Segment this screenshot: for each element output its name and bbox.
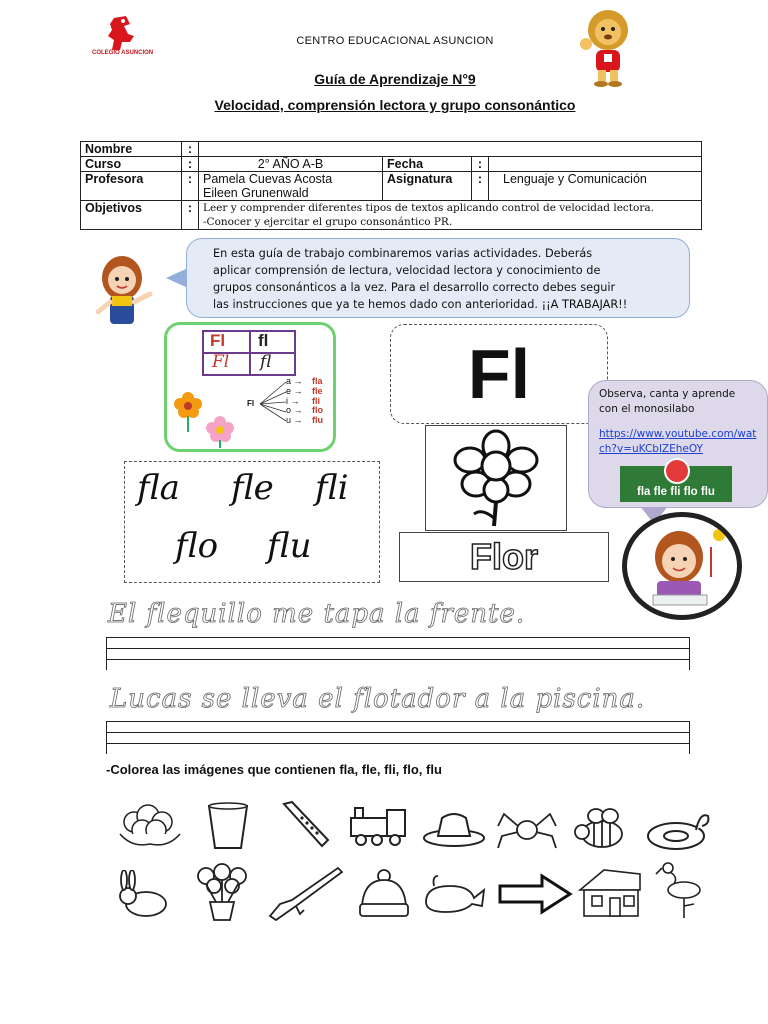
girl-reading-icon [627,517,737,615]
writing-lines-1[interactable] [106,637,690,671]
big-fl-text: Fl [467,335,531,413]
fl-branch-lines [258,378,288,424]
card-syllable-fli: fli [312,395,320,406]
intro-speech-bubble: En esta guía de trabajo combinaremos varias actividades. Deberás aplicar comprensión de lectura, velocidad lectora y conocimiento de grupos consonánticos a la vez. Para el desarrollo correcto debes seguir las instrucciones que ya te hemos dado con anterioridad. ¡¡A TRABAJAR!! [186,238,690,318]
syllable-fli: fli [315,468,349,508]
curso-label: Curso [81,157,182,172]
nombre-field[interactable] [199,142,702,157]
coloring-instruction: -Colorea las imágenes que contienen fla, fle, fli, flo, flu [106,762,442,777]
fecha-field[interactable] [489,157,702,172]
guide-title: Guía de Aprendizaje N°9 [314,71,476,87]
flor-word: Flor [470,536,538,577]
asignatura-value: Lenguaje y Comunicación [489,172,702,201]
glass-picture[interactable] [203,802,253,852]
fl-vowel-list [286,377,303,426]
print-upper-fl: Fl [210,331,226,350]
fl-root-label: Fl [247,399,255,408]
video-speech-bubble: Observa, canta y aprende con el monosilabo https://www.youtube.com/watch?v=uKCblZEheOY [588,380,768,508]
flower-picture-box [425,425,567,531]
girl-waving-illustration [90,254,162,328]
syllable-fla: fla [137,468,180,508]
train-picture[interactable] [347,804,409,848]
vowel-a: a → [286,376,303,386]
video-thumbnail-text: fla fle fli flo flu [637,486,715,498]
vowel-e: e → [286,385,303,396]
arrow-picture[interactable] [496,872,574,916]
profesora-label: Profesora [81,172,182,201]
sentence-2-trace: Lucas se lleva el flotador a la piscina. [110,684,646,714]
syllable-flo: flo [175,526,219,566]
card-syllable-fla: fla [312,376,323,386]
nombre-label: Nombre [81,142,182,157]
flower-icon [426,426,566,530]
guide-subtitle: Velocidad, comprensión lectora y grupo consonántico [214,97,576,113]
objetivos-label: Objetivos [81,201,182,230]
school-logo-text: COLEGIO ASUNCION [92,50,154,56]
flamingo-picture[interactable] [654,860,712,920]
rifle-picture[interactable] [266,866,346,922]
card-syllable-flo: flo [312,405,323,416]
youtube-link[interactable]: https://www.youtube.com/watch?v=uKCblZEheOY [599,428,757,455]
wool-hat-picture[interactable] [356,868,412,920]
float-ring-picture[interactable] [644,806,712,852]
vowel-i: i → [286,395,300,406]
flute-picture[interactable] [280,800,332,850]
flowers-pot-picture[interactable] [186,862,258,922]
card-syllable-fle: fle [312,385,323,396]
student-info-table: Nombre : Curso : 2° AÑO A-B Fecha : Profesora : Pamela Cuevas Acosta Eileen Grunenwald Asignatura : Lenguaje y Comunicación Objetivos : Leer y comprender diferentes tipos de textos aplicando control de velocidad lectora. -Conocer y ejercitar el grupo consonántico PR. [80,141,702,230]
rabbit-picture[interactable] [112,870,174,920]
vowel-o: o → [286,405,303,416]
sentence-1-trace: El flequillo me tapa la frente. [108,599,526,629]
syllable-fle: fle [231,468,274,508]
flan-picture[interactable] [420,806,488,850]
whale-picture[interactable] [420,872,488,918]
girl-reading-circle [622,512,742,620]
cauliflower-picture[interactable] [112,800,190,850]
objetivos-value: Leer y comprender diferentes tipos de textos aplicando control de velocidad lectora. -Conocer y ejercitar el grupo consonántico PR. [199,201,702,230]
print-lower-fl: fl [258,331,269,350]
vowel-u: u → [286,415,303,426]
fl-letter-grid [202,330,296,376]
fecha-label: Fecha [383,157,472,172]
cursive-lower-fl: fl [260,352,272,372]
spider-picture[interactable] [496,806,558,852]
writing-lines-2[interactable] [106,721,690,755]
syllable-flu: flu [267,526,312,566]
small-flower-icon [168,388,240,448]
profesora-value: Pamela Cuevas Acosta Eileen Grunenwald [199,172,383,201]
school-name: CENTRO EDUCACIONAL ASUNCION [296,35,494,47]
curso-value: 2° AÑO A-B [199,157,383,172]
cursive-syllables-box [124,461,380,583]
intro-bubble-tail [166,268,188,288]
card-syllable-flu: flu [312,415,323,426]
video-character-icon [664,458,690,484]
cursive-upper-fl: Fl [212,352,230,372]
fl-syllable-list [312,377,323,426]
bee-picture[interactable] [570,804,632,852]
asignatura-label: Asignatura [383,172,472,201]
house-picture[interactable] [576,864,644,920]
